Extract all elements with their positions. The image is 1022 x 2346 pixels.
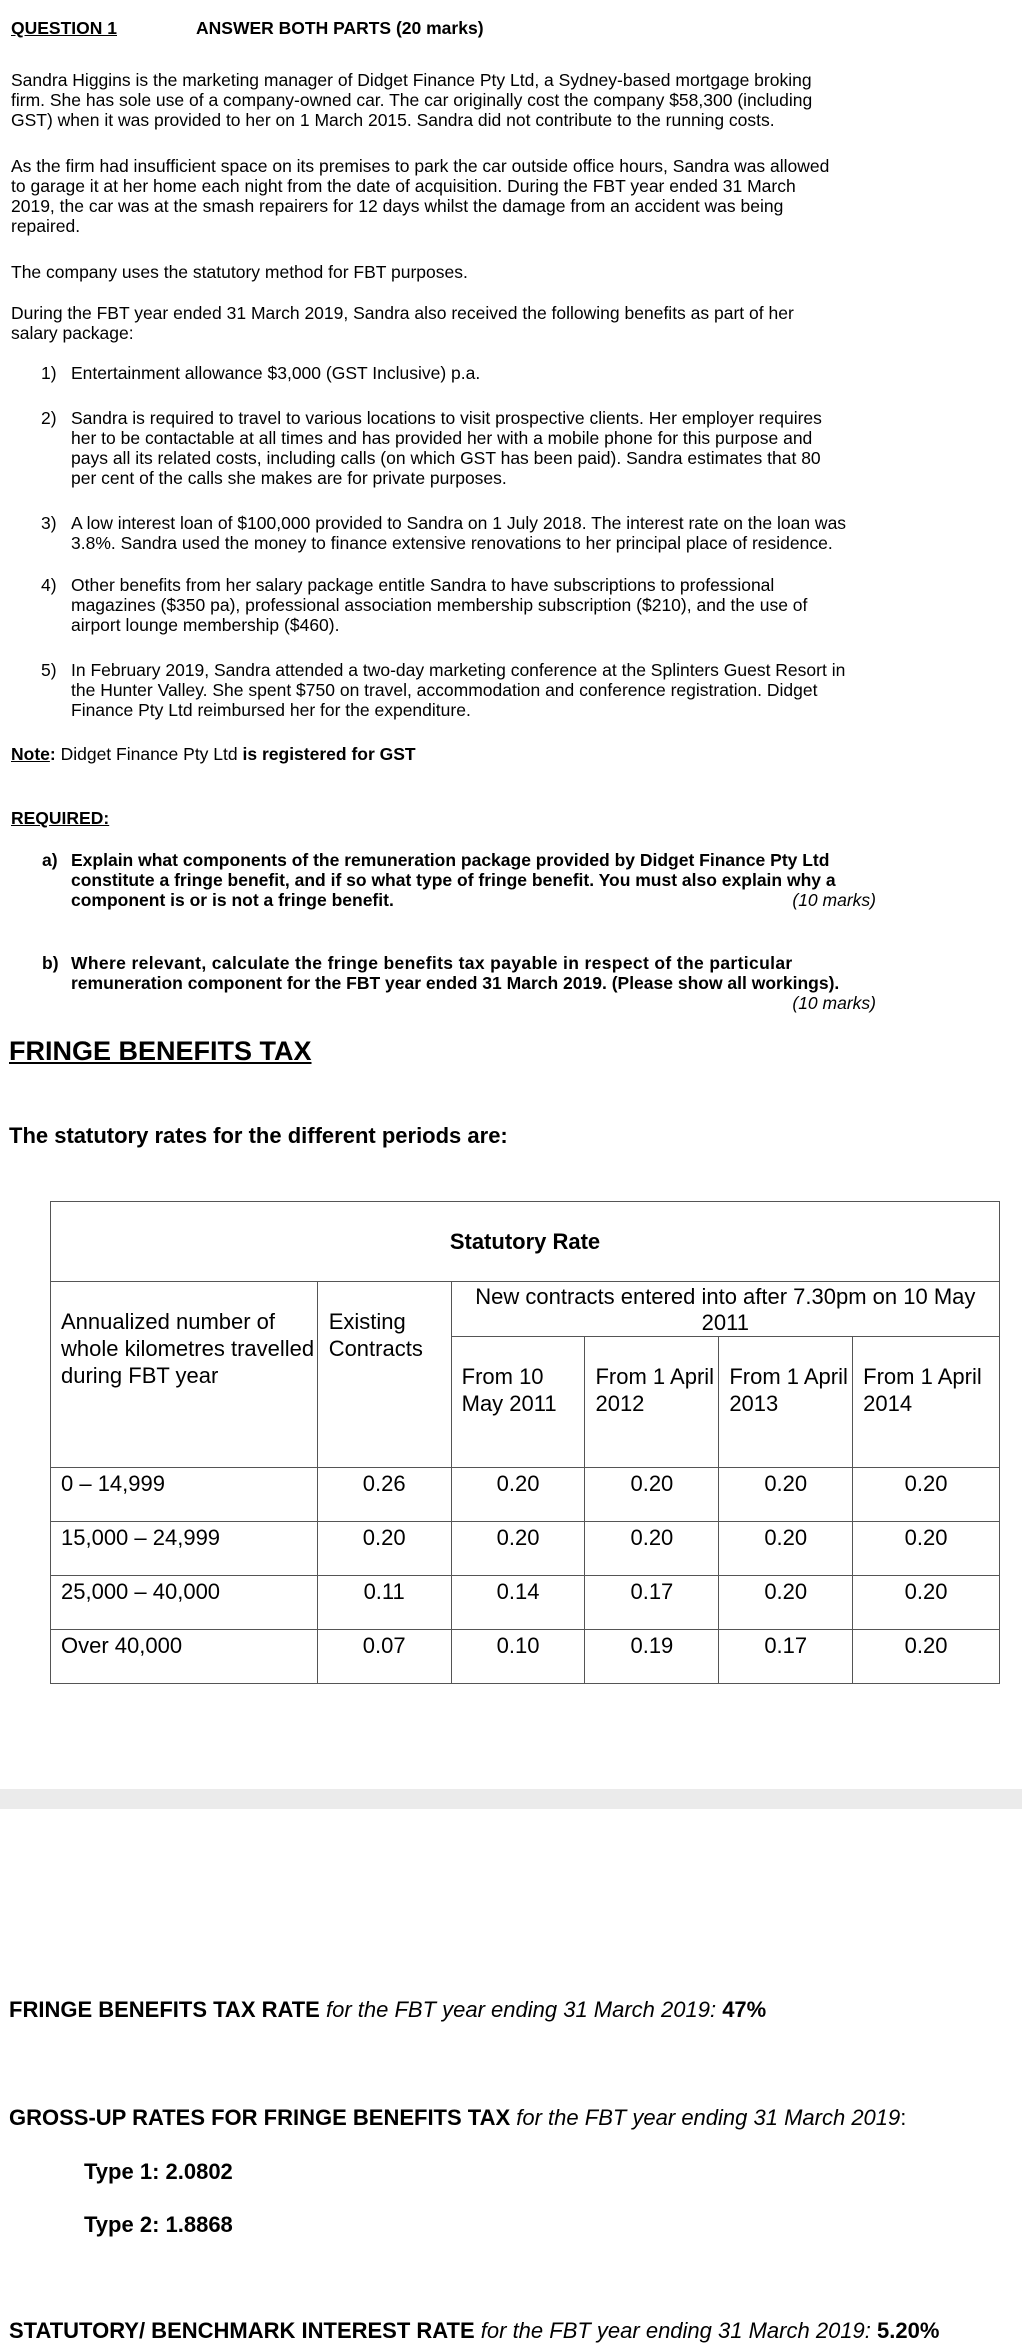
benefit-text: In February 2019, Sandra attended a two-day marketing conference at the Splinters Guest Resort in the Hunter Valley. She spent $750 on travel, accommodation and conference registration. Didget Finance Pty Ltd reimbursed her for the expenditure. (71, 660, 846, 720)
rate-cell: 0.10 (451, 1630, 585, 1684)
gross-up-type2: Type 2: 1.8868 (84, 2212, 233, 2237)
text-line: to garage it at her home each night from the date of acquisition. During the FBT year ended 31 March (11, 176, 796, 196)
gross-up-label: GROSS-UP RATES FOR FRINGE BENEFITS TAX (9, 2105, 511, 2130)
period-header: From 1 April 2014 (853, 1337, 1000, 1468)
rate-cell: 0.20 (451, 1468, 585, 1522)
new-contracts-header: New contracts entered into after 7.30pm on 10 May 2011 (475, 1284, 976, 1335)
part-b-marks: (10 marks) (792, 993, 876, 1013)
table-row (51, 1522, 1000, 1576)
table-row (51, 1468, 1000, 1522)
rate-cell: 0.20 (853, 1468, 1000, 1522)
table-title: Statutory Rate (449, 1229, 601, 1254)
question-label: QUESTION 1 (11, 18, 117, 38)
benefit-text: Entertainment allowance $3,000 (GST Inclusive) p.a. (71, 363, 481, 383)
required-part-a (0, 850, 1022, 910)
text-line: 2019, the car was at the smash repairers for 12 days whilst the damage from an accident was being (11, 196, 784, 216)
intro-paragraph-3: The company uses the statutory method for FBT purposes. (11, 262, 468, 282)
benefit-item-3 (0, 513, 1022, 553)
period-header: From 1 April 2012 (585, 1337, 719, 1468)
range-cell: 15,000 – 24,999 (51, 1522, 318, 1576)
existing-cell: 0.07 (317, 1630, 451, 1684)
benefit-number: 2) (41, 408, 57, 428)
intro-paragraph-4 (11, 303, 794, 343)
part-letter: b) (42, 953, 59, 973)
note-emphasis: is registered for GST (242, 744, 416, 764)
rate-cell: 0.17 (585, 1576, 719, 1630)
rate-cell: 0.14 (451, 1576, 585, 1630)
rate-cell: 0.20 (719, 1522, 853, 1576)
benchmark-period: for the FBT year ending 31 March 2019: (474, 2318, 877, 2343)
rate-cell: 0.20 (853, 1630, 1000, 1684)
benefit-number: 3) (41, 513, 57, 533)
benefit-item-5 (0, 660, 1022, 720)
intro-paragraph-1 (11, 70, 812, 130)
text-line: firm. She has sole use of a company-owned car. The car originally cost the company $58,300 (including (11, 90, 813, 110)
fbt-rate-period: for the FBT year ending 31 March 2019: (319, 1997, 723, 2022)
rate-cell: 0.20 (853, 1576, 1000, 1630)
period-header: From 10 May 2011 (451, 1337, 585, 1468)
benefit-item-2 (0, 408, 1022, 488)
statutory-intro: The statutory rates for the different periods are: (9, 1123, 508, 1148)
existing-header-cell (317, 1282, 451, 1468)
rate-cell: 0.19 (585, 1630, 719, 1684)
table-title-cell (51, 1202, 1000, 1282)
text-line: salary package: (11, 323, 134, 343)
text-line: Sandra Higgins is the marketing manager of Didget Finance Pty Ltd, a Sydney-based mortgage broking (11, 70, 812, 90)
range-cell: 0 – 14,999 (51, 1468, 318, 1522)
required-part-b (0, 953, 1022, 1013)
benchmark-rate-line (9, 2318, 939, 2344)
gross-up-type1: Type 1: 2.0802 (84, 2159, 233, 2184)
benefit-text: Sandra is required to travel to various locations to visit prospective clients. Her employer requires her to be contactable at all times and has provided her with a mobile phone for this purpose and pays all its related costs, including calls (on which GST has been paid). Sandra estimates that 80 per cent of the calls she makes are for private purposes. (71, 408, 822, 488)
benefit-item-1 (0, 363, 1022, 383)
note-text-visible: Didget Finance Pty Ltd (55, 744, 243, 764)
gross-up-line: GROSS-UP RATES FOR FRINGE BENEFITS TAX for the FBT year ending 31 March 2019: (9, 2105, 907, 2130)
gross-up-period: for the FBT year ending 31 March 2019 (510, 2105, 901, 2130)
fbt-rate-value: 47% (722, 1997, 767, 2022)
page-separator (0, 1789, 1022, 1809)
benefit-text: Other benefits from her salary package entitle Sandra to have subscriptions to professional magazines ($350 pa), professional association membership subscription ($210), and the use of airport lounge membership ($460). (71, 575, 808, 635)
rate-cell: 0.20 (585, 1522, 719, 1576)
existing-cell: 0.20 (317, 1522, 451, 1576)
benchmark-label: STATUTORY/ BENCHMARK INTEREST RATE (9, 2318, 475, 2343)
benefit-number: 1) (41, 363, 57, 383)
existing-header: Existing Contracts (328, 1309, 423, 1361)
benefit-text: A low interest loan of $100,000 provided to Sandra on 1 July 2018. The interest rate on the loan was 3.8%. Sandra used the money to finance extensive renovations to her principal place of residence. (71, 513, 847, 553)
period-header: From 1 April 2013 (719, 1337, 853, 1468)
benefit-number: 5) (41, 660, 57, 680)
part-b-text: Where relevant, calculate the fringe benefits tax payable in respect of the particular remuneration component for the FBT year ended 31 March 2019. (Please show all workings). (71, 953, 840, 993)
intro-paragraph-2 (11, 156, 829, 236)
text-line: As the firm had insufficient space on its premises to park the car outside office hours, Sandra was allowed (11, 156, 830, 176)
rate-cell: 0.20 (719, 1576, 853, 1630)
benefit-item-4 (0, 575, 1022, 635)
statutory-rate-table (50, 1201, 1000, 1684)
table-row (51, 1630, 1000, 1684)
rate-cell: 0.20 (451, 1522, 585, 1576)
total-marks: (20 marks) (395, 18, 484, 38)
gst-note: Note: Didget Finance Pty Ltd is registered for GST (11, 744, 416, 764)
existing-cell: 0.11 (317, 1576, 451, 1630)
fbt-heading: FRINGE BENEFITS TAX (9, 1036, 312, 1066)
rate-cell: 0.20 (585, 1468, 719, 1522)
range-cell: 25,000 – 40,000 (51, 1576, 318, 1630)
range-cell: Over 40,000 (51, 1630, 318, 1684)
note-label: Note (11, 744, 50, 764)
part-letter: a) (42, 850, 58, 870)
rate-cell: 0.20 (719, 1468, 853, 1522)
fbt-rate-line (9, 1997, 766, 2023)
row-header: Annualized number of whole kilometres travelled during FBT year (61, 1309, 315, 1388)
rate-cell: 0.17 (719, 1630, 853, 1684)
existing-cell: 0.26 (317, 1468, 451, 1522)
part-a-text: Explain what components of the remuneration package provided by Didget Finance Pty Ltd constitute a fringe benefit, and if so what type of fringe benefit. You must also explain why a component is or is not a fringe benefit. (71, 850, 836, 910)
instruction-text: ANSWER BOTH PARTS (196, 18, 392, 38)
row-header-cell (51, 1282, 318, 1468)
fbt-rate-label: FRINGE BENEFITS TAX RATE (9, 1997, 320, 2022)
benefit-number: 4) (41, 575, 57, 595)
text-line: GST) when it was provided to her on 1 March 2015. Sandra did not contribute to the running costs. (11, 110, 775, 130)
benchmark-value: 5.20% (877, 2318, 940, 2343)
table-row (51, 1576, 1000, 1630)
part-a-marks: (10 marks) (792, 890, 876, 910)
text-line: repaired. (11, 216, 81, 236)
new-contracts-header-cell (451, 1282, 999, 1337)
text-line: During the FBT year ended 31 March 2019, Sandra also received the following benefits as part of her (11, 303, 794, 323)
question-instruction (196, 18, 484, 38)
rate-cell: 0.20 (853, 1522, 1000, 1576)
required-heading: REQUIRED: (11, 808, 110, 828)
